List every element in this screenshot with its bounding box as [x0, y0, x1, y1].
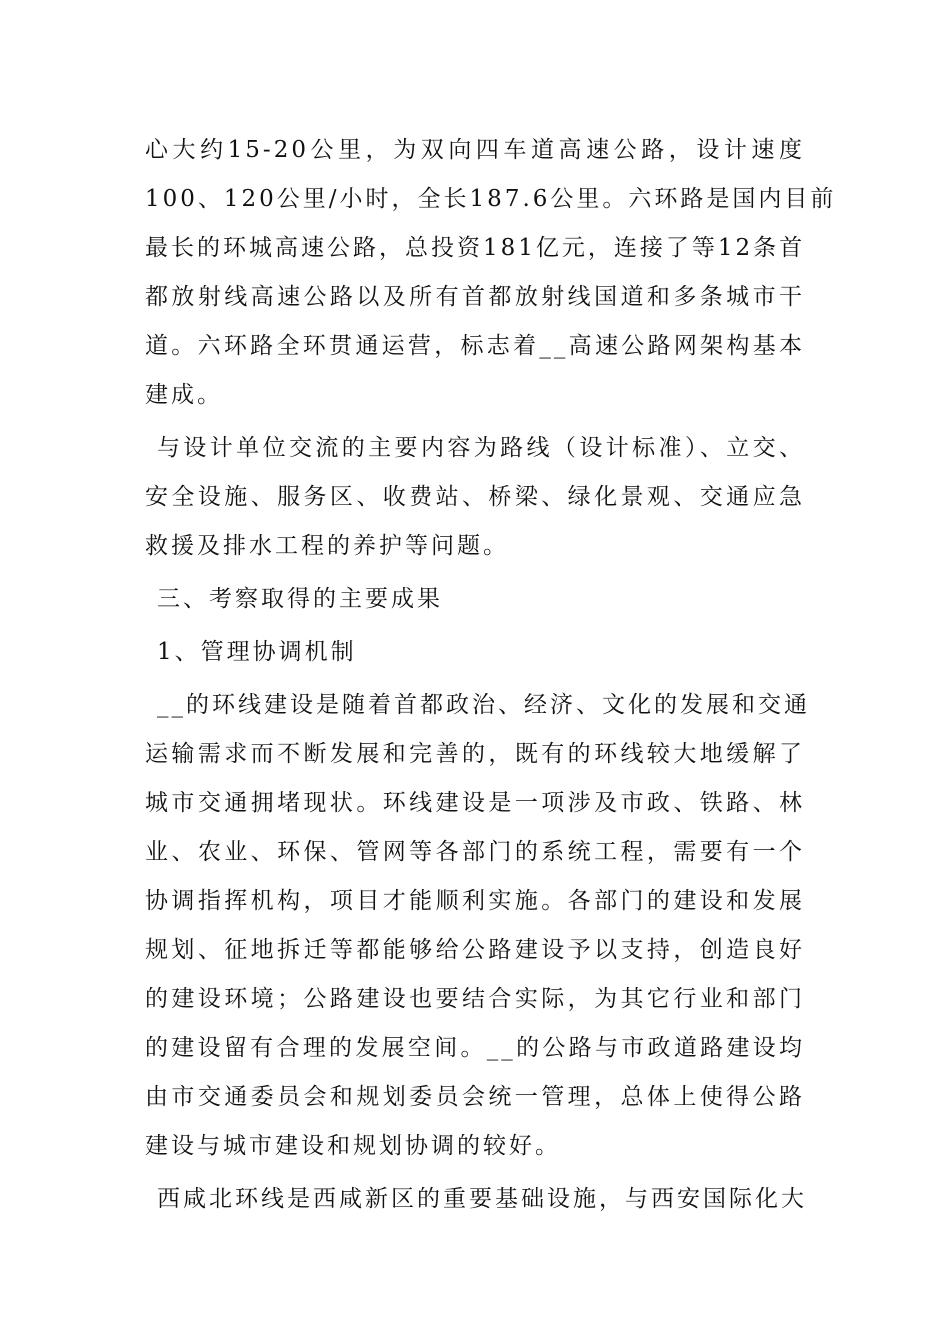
text-line: 建设与城市建设和规划协调的较好。 — [145, 1133, 561, 1159]
text-line: 业、农业、环保、管网等各部门的系统工程，需要有一个 — [145, 839, 805, 865]
text-line: 建成。 — [145, 382, 223, 408]
text-line: 最长的环城高速公路，总投资181亿元，连接了等12条首 — [145, 235, 806, 261]
heading-main-results — [145, 575, 805, 624]
text-line: 的建设留有合理的发展空间。__的公路与市政道路建设均 — [145, 1035, 805, 1061]
text-line: 城市交通拥堵现状。环线建设是一项涉及市政、铁路、林 — [145, 790, 805, 816]
text-line: 心大约15-20公里，为双向四车道高速公路，设计速度 — [145, 137, 805, 163]
text-line: 三、考察取得的主要成果 — [157, 586, 443, 612]
text-line: 运输需求而不断发展和完善的，既有的环线较大地缓解了 — [145, 741, 805, 767]
text-line: 由市交通委员会和规划委员会统一管理，总体上使得公路 — [145, 1084, 805, 1110]
text-line: 安全设施、服务区、收费站、桥梁、绿化景观、交通应急 — [145, 484, 805, 510]
paragraph-design-exchange — [145, 424, 805, 571]
text-line: 西咸北环线是西咸新区的重要基础设施，与西安国际化大 — [157, 1186, 807, 1212]
text-line: 协调指挥机构，项目才能顺利实施。各部门的建设和发展 — [145, 888, 805, 914]
text-line: 道。六环路全环贯通运营，标志着__高速公路网架构基本 — [145, 333, 805, 359]
text-line: 都放射线高速公路以及所有首都放射线国道和多条城市干 — [145, 284, 805, 310]
text-line: 1、管理协调机制 — [157, 639, 357, 665]
heading-coordination-mechanism — [145, 628, 805, 677]
text-line: 规划、征地拆迁等都能够给公路建设予以支持，创造良好 — [145, 937, 805, 963]
text-line: 的建设环境；公路建设也要结合实际，为其它行业和部门 — [145, 986, 805, 1012]
text-line: 100、120公里/小时，全长187.6公里。六环路是国内目前 — [145, 186, 837, 212]
paragraph-ring-construction — [145, 681, 810, 1171]
text-line: 救援及排水工程的养护等问题。 — [145, 533, 509, 559]
document-body — [145, 126, 837, 1224]
paragraph-xixian-north-ring — [145, 1175, 805, 1224]
paragraph-ring-road — [145, 126, 837, 420]
text-line: 与设计单位交流的主要内容为路线（设计标准）、立交、 — [157, 435, 805, 461]
text-line: __的环线建设是随着首都政治、经济、文化的发展和交通 — [157, 692, 810, 718]
